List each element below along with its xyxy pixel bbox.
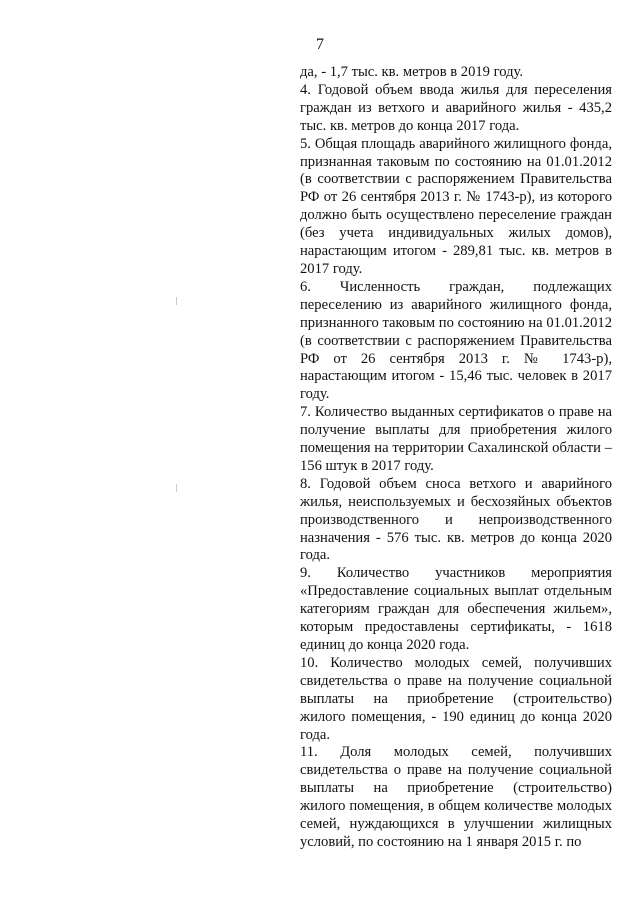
paragraph-item-5: 5. Общая площадь аварийного жилищного фонда, признанная таковым по состоянию на 01.01.2012 (в соответствии с распоряжением Правительства РФ от 26 сентября 2013 г. № 1743-р), из которого должно быть осуществлено переселение граждан (без учета индивидуальных жилых домов), нарастающим итогом - 289,81 тыс. кв. метров в 2017 году.: [300, 135, 612, 277]
paragraph-item-8: 8. Годовой объем сноса ветхого и аварийного жилья, неиспользуемых и бесхозяйных объектов производственного и непроизводственного назначения - 576 тыс. кв. метров до конца 2020 года.: [300, 475, 612, 564]
paragraph-item-7: 7. Количество выданных сертификатов о праве на получение выплаты для приобретения жилого помещения на территории Сахалинской области – 156 штук в 2017 году.: [300, 404, 612, 474]
document-text-column: [300, 64, 612, 852]
page-number: 7: [316, 36, 324, 53]
paragraph-continuation: да, - 1,7 тыс. кв. метров в 2019 году.: [300, 64, 524, 80]
paragraph-item-11: 11. Доля молодых семей, получивших свидетельства о праве на получение социальной выплаты на приобретение (строительство) жилого помещения, в общем количестве молодых семей, нуждающихся в улучшении жилищных условий, по состоянию на 1 января 2015 г. по: [300, 744, 612, 850]
margin-mark: [176, 297, 177, 305]
paragraph-item-4: 4. Годовой объем ввода жилья для переселения граждан из ветхого и аварийного жилья - 435,2 тыс. кв. метров до конца 2017 года.: [300, 81, 612, 134]
paragraph-item-10: 10. Количество молодых семей, получивших свидетельства о праве на получение социальной выплаты на приобретение (строительство) жилого помещения, - 190 единиц до конца 2020 года.: [300, 654, 612, 743]
margin-mark: [176, 484, 177, 492]
paragraph-item-6: 6. Численность граждан, подлежащих переселению из аварийного жилищного фонда, признанного таковым по состоянию на 01.01.2012 (в соответствии с распоряжением Правительства РФ от 26 сентября 2013 г. № 1743-р), нарастающим итогом - 15,46 тыс. человек в 2017 году.: [300, 278, 612, 403]
paragraph-item-9: 9. Количество участников мероприятия «Предоставление социальных выплат отдельным категориям граждан для обеспечения жильем», которым предоставлены сертификаты, - 1618 единиц до конца 2020 года.: [300, 565, 612, 653]
